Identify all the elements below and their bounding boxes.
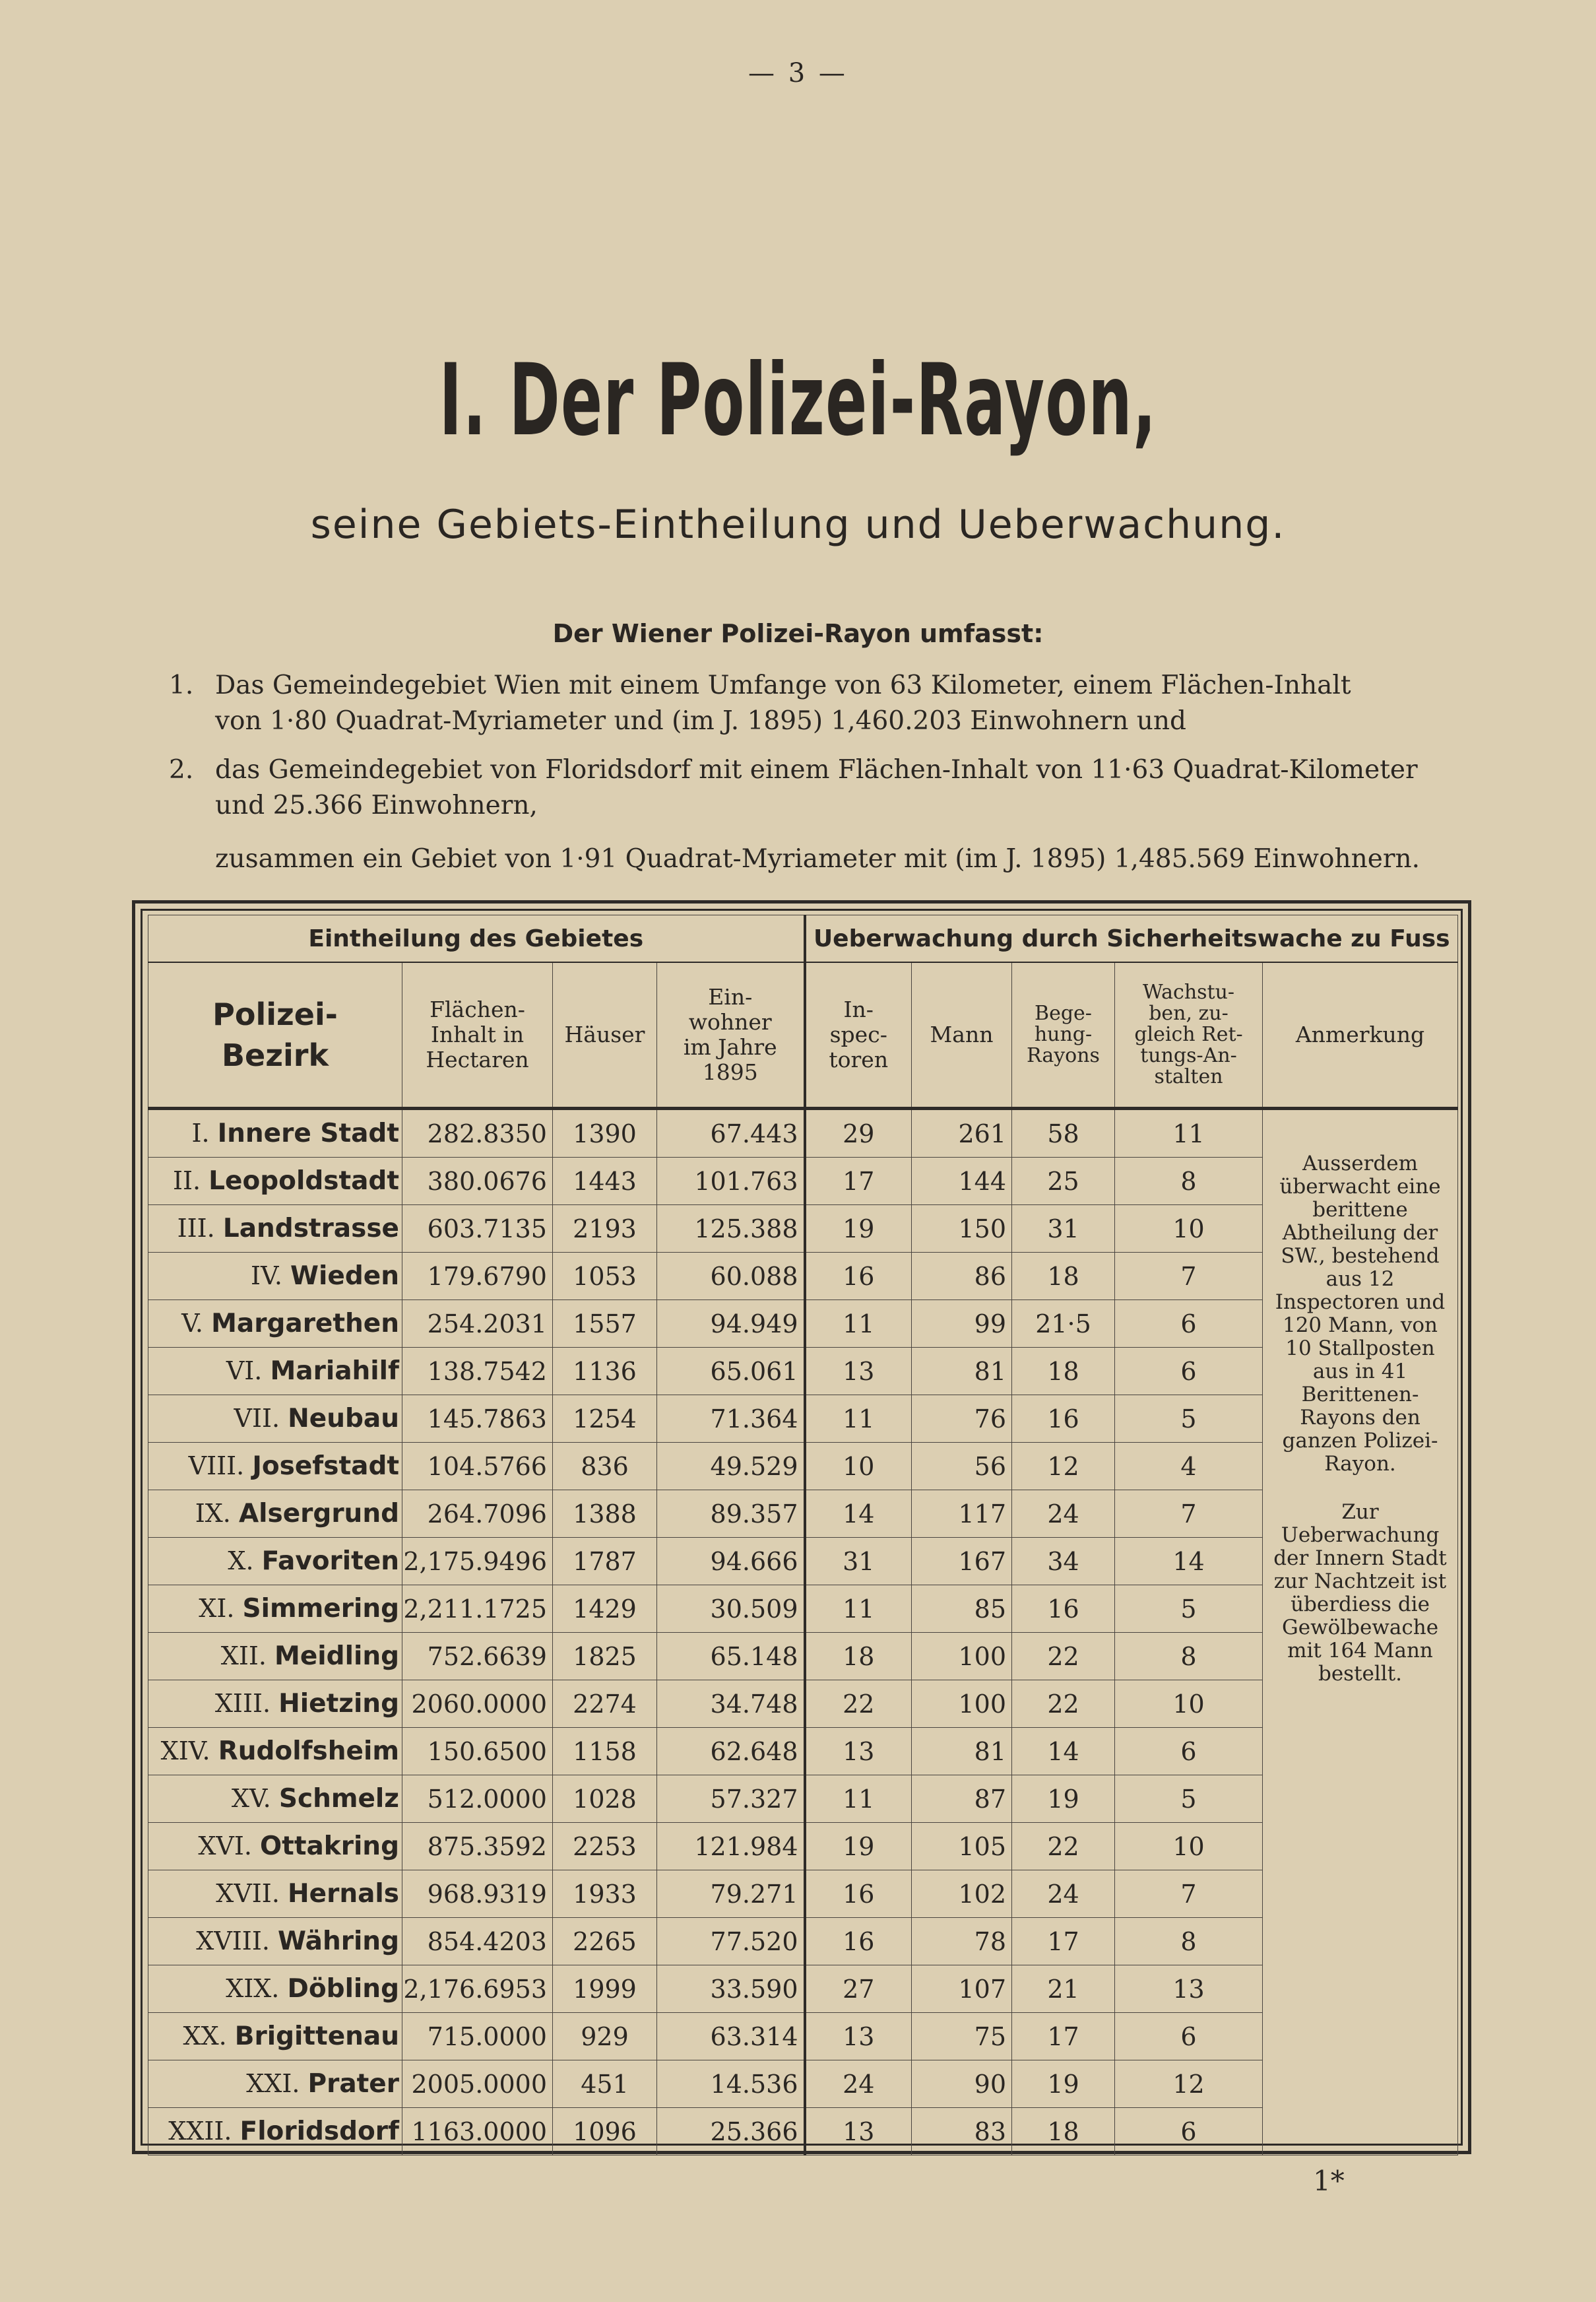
cell-inspectoren: 19 <box>805 1823 912 1870</box>
cell-wachstuben: 8 <box>1115 1633 1263 1680</box>
cell-flaeche: 2,211.1725 <box>402 1585 553 1633</box>
district-label: Mariahilf <box>270 1356 399 1386</box>
district-roman: XIII. <box>214 1689 271 1718</box>
list-item-text-continued: von 1·80 Quadrat-Myriameter und (im J. 1895) 1,460.203 Einwohnern und <box>215 706 1186 736</box>
district-label: Schmelz <box>278 1784 399 1814</box>
cell-rayons: 22 <box>1012 1633 1115 1680</box>
header-mann: Mann <box>912 962 1012 1109</box>
group-header-area: Eintheilung des Gebietes <box>148 915 805 963</box>
page-subtitle: seine Gebiets-Eintheilung und Ueberwachung. <box>310 502 1286 548</box>
cell-rayons: 21·5 <box>1012 1300 1115 1348</box>
cell-wachstuben: 7 <box>1115 1253 1263 1300</box>
cell-inspectoren: 13 <box>805 1348 912 1395</box>
district-roman: XI. <box>199 1594 235 1623</box>
district-label: Leopoldstadt <box>208 1166 399 1196</box>
list-item-number: 1. <box>169 671 194 700</box>
cell-einwohner: 121.984 <box>657 1823 805 1870</box>
cell-rayons: 16 <box>1012 1585 1115 1633</box>
cell-einwohner: 63.314 <box>657 2013 805 2060</box>
district-roman: XXI. <box>246 2069 300 2098</box>
cell-wachstuben: 8 <box>1115 1918 1263 1965</box>
cell-wachstuben: 11 <box>1115 1109 1263 1158</box>
district-roman: IX. <box>195 1499 231 1528</box>
cell-haeuser: 1028 <box>553 1775 657 1823</box>
cell-flaeche: 1163.0000 <box>402 2108 553 2155</box>
cell-einwohner: 14.536 <box>657 2060 805 2108</box>
district-table <box>148 915 1458 2155</box>
cell-flaeche: 254.2031 <box>402 1300 553 1348</box>
header-haeuser: Häuser <box>553 962 657 1109</box>
cell-haeuser: 2193 <box>553 1205 657 1253</box>
cell-mann: 107 <box>912 1965 1012 2013</box>
cell-einwohner: 101.763 <box>657 1158 805 1205</box>
cell-haeuser: 2274 <box>553 1680 657 1728</box>
cell-wachstuben: 6 <box>1115 2013 1263 2060</box>
cell-haeuser: 1999 <box>553 1965 657 2013</box>
district-roman: X. <box>228 1546 254 1575</box>
cell-haeuser: 1443 <box>553 1158 657 1205</box>
cell-mann: 99 <box>912 1300 1012 1348</box>
cell-einwohner: 25.366 <box>657 2108 805 2155</box>
cell-inspectoren: 16 <box>805 1253 912 1300</box>
district-name <box>148 1965 402 2013</box>
cell-wachstuben: 10 <box>1115 1823 1263 1870</box>
cell-mann: 117 <box>912 1490 1012 1538</box>
district-label: Brigittenau <box>234 2022 399 2051</box>
cell-wachstuben: 6 <box>1115 1300 1263 1348</box>
cell-flaeche: 854.4203 <box>402 1918 553 1965</box>
cell-haeuser: 1390 <box>553 1109 657 1158</box>
cell-anmerkung <box>1263 1109 1458 2155</box>
district-name <box>148 1443 402 1490</box>
cell-rayons: 24 <box>1012 1870 1115 1918</box>
cell-flaeche: 138.7542 <box>402 1348 553 1395</box>
cell-wachstuben: 13 <box>1115 1965 1263 2013</box>
district-label: Döbling <box>287 1974 399 2004</box>
header-einwohner: Ein- wohner im Jahre 1895 <box>657 962 805 1109</box>
district-name <box>148 1253 402 1300</box>
cell-mann: 100 <box>912 1633 1012 1680</box>
cell-einwohner: 71.364 <box>657 1395 805 1443</box>
cell-einwohner: 94.666 <box>657 1538 805 1585</box>
cell-rayons: 16 <box>1012 1395 1115 1443</box>
table-row <box>148 1870 1458 1918</box>
summary-text: zusammen ein Gebiet von 1·91 Quadrat-Myriameter mit (im J. 1895) 1,485.569 Einwohnern. <box>215 844 1420 874</box>
cell-einwohner: 34.748 <box>657 1680 805 1728</box>
cell-rayons: 19 <box>1012 2060 1115 2108</box>
cell-mann: 90 <box>912 2060 1012 2108</box>
cell-wachstuben: 14 <box>1115 1538 1263 1585</box>
district-label: Hernals <box>288 1879 399 1909</box>
district-name <box>148 1490 402 1538</box>
list-item-1 <box>169 668 1488 739</box>
page-title: I. Der Polizei-Rayon, <box>439 343 1157 458</box>
cell-wachstuben: 12 <box>1115 2060 1263 2108</box>
cell-inspectoren: 18 <box>805 1633 912 1680</box>
cell-inspectoren: 29 <box>805 1109 912 1158</box>
cell-flaeche: 2,176.6953 <box>402 1965 553 2013</box>
cell-rayons: 17 <box>1012 1918 1115 1965</box>
cell-haeuser: 1136 <box>553 1348 657 1395</box>
district-roman: VI. <box>226 1356 263 1385</box>
table-row <box>148 1395 1458 1443</box>
cell-flaeche: 150.6500 <box>402 1728 553 1775</box>
intro-heading: Der Wiener Polizei-Rayon umfasst: <box>552 619 1044 648</box>
table-row <box>148 1728 1458 1775</box>
cell-inspectoren: 16 <box>805 1870 912 1918</box>
list-item-text: Das Gemeindegebiet Wien mit einem Umfange von 63 Kilometer, einem Flächen-Inhalt <box>215 671 1351 700</box>
table-row <box>148 1490 1458 1538</box>
list-item-text: das Gemeindegebiet von Floridsdorf mit einem Flächen-Inhalt von 11·63 Quadrat-Kilometer <box>215 755 1418 785</box>
cell-inspectoren: 13 <box>805 1728 912 1775</box>
cell-rayons: 17 <box>1012 2013 1115 2060</box>
cell-inspectoren: 22 <box>805 1680 912 1728</box>
district-name <box>148 1538 402 1585</box>
cell-inspectoren: 11 <box>805 1300 912 1348</box>
cell-wachstuben: 4 <box>1115 1443 1263 1490</box>
cell-mann: 105 <box>912 1823 1012 1870</box>
district-name <box>148 1300 402 1348</box>
cell-flaeche: 2005.0000 <box>402 2060 553 2108</box>
cell-mann: 76 <box>912 1395 1012 1443</box>
cell-rayons: 22 <box>1012 1680 1115 1728</box>
cell-mann: 56 <box>912 1443 1012 1490</box>
cell-rayons: 18 <box>1012 1348 1115 1395</box>
cell-rayons: 31 <box>1012 1205 1115 1253</box>
district-roman: XVII. <box>216 1879 280 1908</box>
cell-flaeche: 2060.0000 <box>402 1680 553 1728</box>
district-label: Wieden <box>290 1261 399 1291</box>
cell-flaeche: 282.8350 <box>402 1109 553 1158</box>
table-row <box>148 1680 1458 1728</box>
district-label: Favoriten <box>261 1546 399 1576</box>
cell-inspectoren: 14 <box>805 1490 912 1538</box>
cell-mann: 81 <box>912 1348 1012 1395</box>
district-label: Alsergrund <box>238 1499 399 1529</box>
district-label: Margarethen <box>211 1309 399 1338</box>
district-label: Prater <box>307 2069 399 2099</box>
district-name <box>148 1680 402 1728</box>
cell-haeuser: 1825 <box>553 1633 657 1680</box>
cell-haeuser: 1254 <box>553 1395 657 1443</box>
cell-inspectoren: 24 <box>805 2060 912 2108</box>
cell-rayons: 21 <box>1012 1965 1115 2013</box>
district-name <box>148 1823 402 1870</box>
table-row <box>148 1300 1458 1348</box>
table-row <box>148 1918 1458 1965</box>
cell-haeuser: 1557 <box>553 1300 657 1348</box>
cell-wachstuben: 7 <box>1115 1490 1263 1538</box>
cell-inspectoren: 11 <box>805 1775 912 1823</box>
district-name <box>148 1633 402 1680</box>
cell-haeuser: 2253 <box>553 1823 657 1870</box>
cell-einwohner: 65.061 <box>657 1348 805 1395</box>
cell-rayons: 24 <box>1012 1490 1115 1538</box>
list-item-2 <box>169 752 1488 824</box>
district-roman: XV. <box>231 1784 271 1813</box>
cell-haeuser: 2265 <box>553 1918 657 1965</box>
cell-flaeche: 179.6790 <box>402 1253 553 1300</box>
cell-rayons: 22 <box>1012 1823 1115 1870</box>
cell-inspectoren: 13 <box>805 2108 912 2155</box>
cell-rayons: 25 <box>1012 1158 1115 1205</box>
cell-haeuser: 836 <box>553 1443 657 1490</box>
group-header-surveillance: Ueberwachung durch Sicherheitswache zu Fuss <box>805 915 1458 963</box>
district-roman: XX. <box>183 2022 227 2051</box>
district-name <box>148 1918 402 1965</box>
cell-inspectoren: 11 <box>805 1585 912 1633</box>
cell-haeuser: 1429 <box>553 1585 657 1633</box>
district-name <box>148 1585 402 1633</box>
cell-einwohner: 67.443 <box>657 1109 805 1158</box>
cell-flaeche: 752.6639 <box>402 1633 553 1680</box>
table-row <box>148 1109 1458 1158</box>
cell-flaeche: 512.0000 <box>402 1775 553 1823</box>
cell-einwohner: 49.529 <box>657 1443 805 1490</box>
district-roman: XVIII. <box>196 1926 270 1956</box>
cell-wachstuben: 10 <box>1115 1205 1263 1253</box>
cell-einwohner: 33.590 <box>657 1965 805 2013</box>
table-row <box>148 2108 1458 2155</box>
district-name <box>148 2060 402 2108</box>
cell-inspectoren: 17 <box>805 1158 912 1205</box>
cell-flaeche: 968.9319 <box>402 1870 553 1918</box>
cell-haeuser: 451 <box>553 2060 657 2108</box>
cell-flaeche: 380.0676 <box>402 1158 553 1205</box>
district-label: Hietzing <box>278 1689 399 1719</box>
cell-einwohner: 89.357 <box>657 1490 805 1538</box>
cell-flaeche: 264.7096 <box>402 1490 553 1538</box>
list-item-text-continued: und 25.366 Einwohnern, <box>215 791 538 820</box>
table-row <box>148 1538 1458 1585</box>
cell-mann: 75 <box>912 2013 1012 2060</box>
district-roman: VIII. <box>188 1451 245 1480</box>
district-roman: XIV. <box>160 1736 210 1765</box>
cell-haeuser: 929 <box>553 2013 657 2060</box>
district-name <box>148 1158 402 1205</box>
cell-wachstuben: 6 <box>1115 1348 1263 1395</box>
district-roman: I. <box>191 1119 210 1148</box>
table-row <box>148 1158 1458 1205</box>
district-name <box>148 2108 402 2155</box>
cell-haeuser: 1158 <box>553 1728 657 1775</box>
cell-wachstuben: 6 <box>1115 2108 1263 2155</box>
cell-flaeche: 104.5766 <box>402 1443 553 1490</box>
cell-haeuser: 1053 <box>553 1253 657 1300</box>
district-name <box>148 1395 402 1443</box>
district-name <box>148 1870 402 1918</box>
district-label: Landstrasse <box>222 1214 399 1243</box>
note-mounted-division: Ausserdem überwacht eine berittene Abtheilung der SW., bestehend aus 12 Inspectoren und 120 Mann, von 10 Stallposten aus in 41 Berittenen-Rayons den ganzen Polizei-Rayon. <box>1275 1152 1446 1476</box>
district-label: Neubau <box>288 1404 399 1433</box>
cell-haeuser: 1933 <box>553 1870 657 1918</box>
header-inspectoren: In- spec- toren <box>805 962 912 1109</box>
cell-haeuser: 1388 <box>553 1490 657 1538</box>
cell-rayons: 18 <box>1012 1253 1115 1300</box>
table-row <box>148 2060 1458 2108</box>
cell-inspectoren: 19 <box>805 1205 912 1253</box>
district-roman: XXII. <box>168 2117 232 2146</box>
cell-wachstuben: 5 <box>1115 1775 1263 1823</box>
cell-wachstuben: 5 <box>1115 1395 1263 1443</box>
district-name <box>148 1728 402 1775</box>
district-name <box>148 1205 402 1253</box>
cell-einwohner: 77.520 <box>657 1918 805 1965</box>
cell-mann: 102 <box>912 1870 1012 1918</box>
table-row <box>148 1443 1458 1490</box>
cell-inspectoren: 27 <box>805 1965 912 2013</box>
cell-mann: 81 <box>912 1728 1012 1775</box>
cell-flaeche: 2,175.9496 <box>402 1538 553 1585</box>
table-row <box>148 1585 1458 1633</box>
district-name <box>148 1348 402 1395</box>
header-rayons: Bege- hung- Rayons <box>1012 962 1115 1109</box>
note-night-watch: Zur Ueberwachung der Innern Stadt zur Nachtzeit ist überdiess die Gewölbewache mit 164 Mann bestellt. <box>1273 1500 1447 1686</box>
cell-einwohner: 62.648 <box>657 1728 805 1775</box>
cell-mann: 100 <box>912 1680 1012 1728</box>
cell-flaeche: 145.7863 <box>402 1395 553 1443</box>
cell-wachstuben: 8 <box>1115 1158 1263 1205</box>
cell-inspectoren: 31 <box>805 1538 912 1585</box>
cell-mann: 261 <box>912 1109 1012 1158</box>
header-anmerkung: Anmerkung <box>1263 962 1458 1109</box>
district-roman: II. <box>172 1166 201 1195</box>
district-name <box>148 1109 402 1158</box>
header-bezirk: Polizei- Bezirk <box>148 962 402 1109</box>
district-roman: III. <box>177 1214 215 1243</box>
cell-einwohner: 60.088 <box>657 1253 805 1300</box>
cell-mann: 85 <box>912 1585 1012 1633</box>
district-label: Josefstadt <box>252 1451 399 1481</box>
list-item-number: 2. <box>169 755 194 785</box>
cell-einwohner: 125.388 <box>657 1205 805 1253</box>
district-label: Rudolfsheim <box>218 1736 399 1766</box>
cell-flaeche: 715.0000 <box>402 2013 553 2060</box>
cell-einwohner: 30.509 <box>657 1585 805 1633</box>
district-label: Innere Stadt <box>217 1119 399 1148</box>
table-row <box>148 1823 1458 1870</box>
district-roman: VII. <box>234 1404 280 1433</box>
cell-inspectoren: 16 <box>805 1918 912 1965</box>
cell-wachstuben: 5 <box>1115 1585 1263 1633</box>
cell-einwohner: 94.949 <box>657 1300 805 1348</box>
district-name <box>148 2013 402 2060</box>
cell-haeuser: 1787 <box>553 1538 657 1585</box>
district-roman: V. <box>181 1309 203 1338</box>
district-label: Simmering <box>242 1594 399 1624</box>
district-roman: XII. <box>220 1641 267 1670</box>
cell-wachstuben: 10 <box>1115 1680 1263 1728</box>
cell-rayons: 12 <box>1012 1443 1115 1490</box>
table-row <box>148 1633 1458 1680</box>
cell-rayons: 19 <box>1012 1775 1115 1823</box>
district-label: Meidling <box>274 1641 399 1671</box>
cell-flaeche: 875.3592 <box>402 1823 553 1870</box>
cell-mann: 167 <box>912 1538 1012 1585</box>
cell-inspectoren: 13 <box>805 2013 912 2060</box>
cell-mann: 83 <box>912 2108 1012 2155</box>
cell-mann: 144 <box>912 1158 1012 1205</box>
district-name <box>148 1775 402 1823</box>
table-row <box>148 1775 1458 1823</box>
district-label: Floridsdorf <box>239 2117 399 2146</box>
cell-flaeche: 603.7135 <box>402 1205 553 1253</box>
cell-inspectoren: 10 <box>805 1443 912 1490</box>
cell-rayons: 14 <box>1012 1728 1115 1775</box>
table-row <box>148 1348 1458 1395</box>
cell-mann: 86 <box>912 1253 1012 1300</box>
cell-inspectoren: 11 <box>805 1395 912 1443</box>
district-roman: IV. <box>251 1261 282 1290</box>
cell-rayons: 58 <box>1012 1109 1115 1158</box>
cell-rayons: 34 <box>1012 1538 1115 1585</box>
page-number: — 3 — <box>748 58 848 88</box>
header-flaeche: Flächen- Inhalt in Hectaren <box>402 962 553 1109</box>
table-row <box>148 1965 1458 2013</box>
header-wachstuben: Wachstu- ben, zu- gleich Ret- tungs-An- stalten <box>1115 962 1263 1109</box>
cell-einwohner: 65.148 <box>657 1633 805 1680</box>
district-roman: XVI. <box>198 1831 252 1860</box>
cell-mann: 87 <box>912 1775 1012 1823</box>
district-roman: XIX. <box>226 1974 280 2003</box>
cell-wachstuben: 6 <box>1115 1728 1263 1775</box>
cell-wachstuben: 7 <box>1115 1870 1263 1918</box>
table-row <box>148 1253 1458 1300</box>
table-row <box>148 2013 1458 2060</box>
cell-einwohner: 57.327 <box>657 1775 805 1823</box>
cell-einwohner: 79.271 <box>657 1870 805 1918</box>
cell-mann: 150 <box>912 1205 1012 1253</box>
cell-mann: 78 <box>912 1918 1012 1965</box>
table-row <box>148 1205 1458 1253</box>
district-label: Währing <box>278 1926 399 1956</box>
district-label: Ottakring <box>260 1831 399 1861</box>
signature-mark: 1* <box>1313 2165 1345 2197</box>
cell-haeuser: 1096 <box>553 2108 657 2155</box>
cell-rayons: 18 <box>1012 2108 1115 2155</box>
